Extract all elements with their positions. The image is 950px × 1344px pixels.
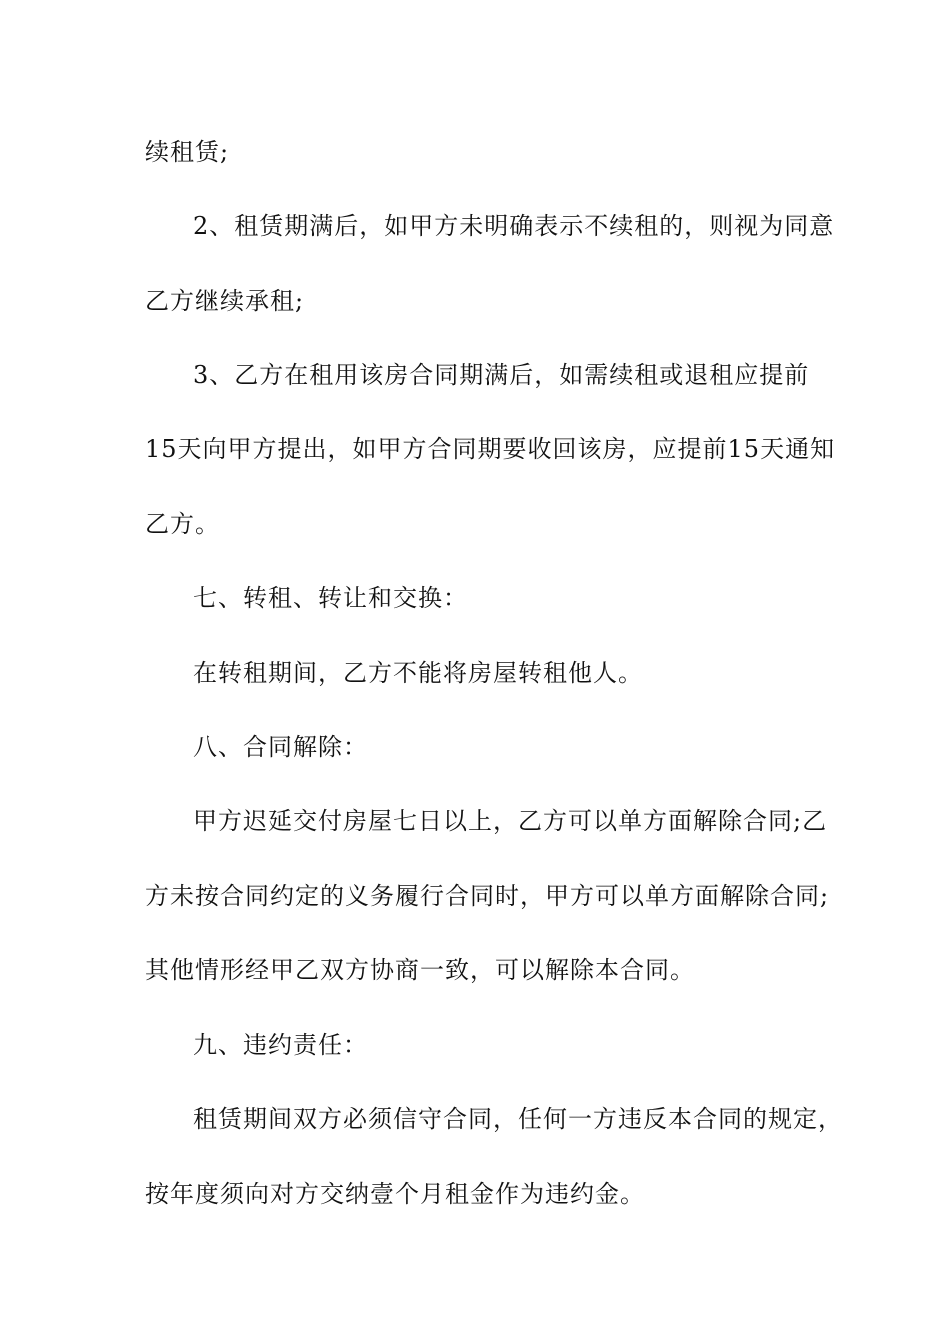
paragraph-line: 3、乙方在租用该房合同期满后，如需续租或退租应提前 (193, 361, 810, 389)
paragraph-line: 2、租赁期满后，如甲方未明确表示不续租的，则视为同意 (193, 212, 835, 240)
paragraph-line: 续租赁; (145, 138, 230, 166)
paragraph-line: 按年度须向对方交纳壹个月租金作为违约金。 (145, 1180, 645, 1208)
paragraph-line: 其他情形经甲乙双方协商一致，可以解除本合同。 (145, 956, 695, 984)
paragraph-line: 租赁期间双方必须信守合同，任何一方违反本合同的规定， (193, 1105, 843, 1133)
paragraph-line: 乙方继续承租; (145, 287, 305, 315)
paragraph-line: 甲方迟延交付房屋七日以上，乙方可以单方面解除合同;乙 (193, 807, 828, 835)
section-heading: 八、合同解除： (193, 733, 368, 761)
paragraph-line: 在转租期间，乙方不能将房屋转租他人。 (193, 659, 643, 687)
section-heading: 七、转租、转让和交换： (193, 584, 468, 612)
paragraph-line: 方未按合同约定的义务履行合同时，甲方可以单方面解除合同; (145, 882, 830, 910)
paragraph-line: 15天向甲方提出，如甲方合同期要收回该房，应提前15天通知 (145, 435, 836, 463)
paragraph-line: 乙方。 (145, 510, 220, 538)
section-heading: 九、违约责任： (193, 1031, 368, 1059)
